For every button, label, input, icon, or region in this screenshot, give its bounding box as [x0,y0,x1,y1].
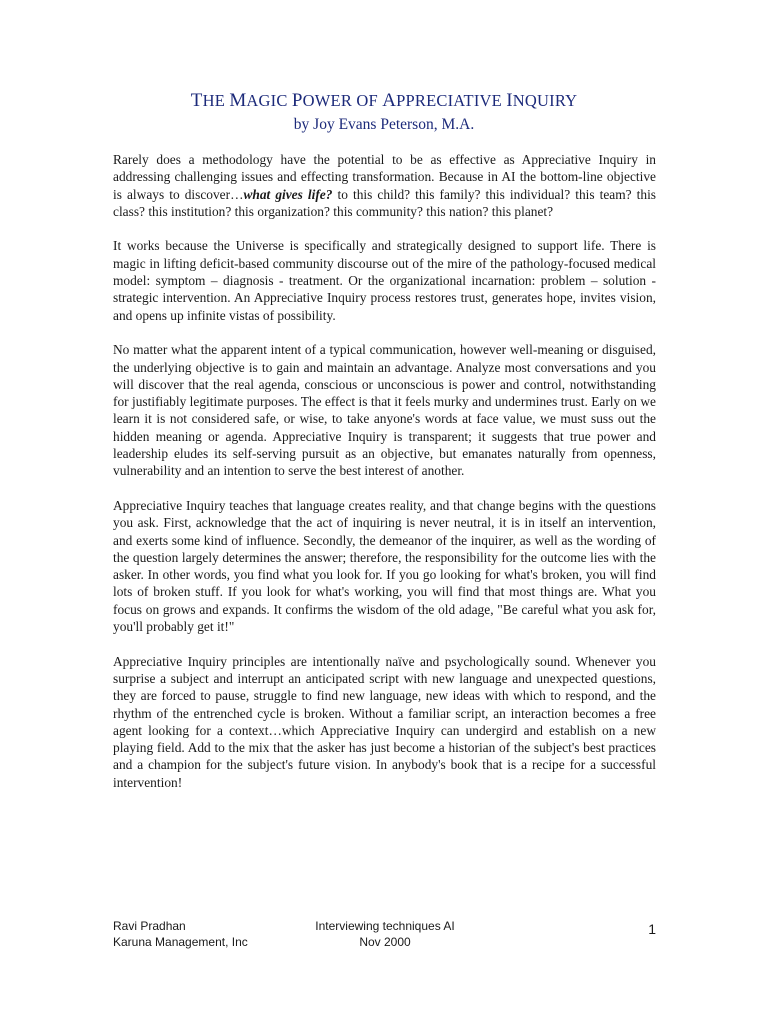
footer-topic: Interviewing techniques AI [315,919,455,933]
paragraph-3: No matter what the apparent intent of a typical communication, however well-meaning or disguised, the underlying objective is to gain and maintain an advantage. Analyze most conversations and you will discover that the real agenda, conscious or unconscious is power and control, notwithstanding for justifiably legitimate purposes. The effect is that it feels murky and undermines trust. Early on we learn it is not considered safe, or wise, to take anyone's words at face value, we must suss out the hidden meaning or agenda. Appreciative Inquiry is transparent; it suggests that true power and leadership eludes its self-serving pursuit as an objective, but emanates naturally from openness, vulnerability and an intention to serve the best interest of another. [113,342,656,479]
title-cap: P [291,90,303,111]
title-rest: OWER OF [302,91,383,110]
title-rest: PPRECIATIVE [396,91,507,110]
footer-company: Karuna Management, Inc [113,935,248,949]
document-byline: by Joy Evans Peterson, M.A. [293,116,475,133]
paragraph-1 [113,151,656,220]
title-rest: AGIC [246,91,292,110]
title-cap: M [229,90,247,111]
paragraph-2: It works because the Universe is specifically and strategically designed to support life. There is magic in lifting deficit-based community discourse out of the mire of the pathology-focused medical model: symptom – diagnosis - treatment. Or the organizational incarnation: problem – solution - strategic intervention. An Appreciative Inquiry process restores trust, generates hope, invites vision, and opens up infinite vistas of possibility. [113,238,656,323]
page-number: 1 [648,921,656,937]
document-title [0,91,768,111]
title-cap: I [506,90,513,111]
footer-topic-block [300,918,470,950]
paragraph-1-emphasis: what gives life? [243,186,333,202]
paragraph-4: Appreciative Inquiry teaches that language creates reality, and that change begins with the questions you ask. First, acknowledge that the act of inquiring is never neutral, it is in itself an intervention, and exerts some kind of influence. Secondly, the demeanor of the inquirer, as well as the wording of the question largely determines the answer; therefore, the responsibility for the outcome lies with the asker. In other words, you find what you look for. If you go looking for what's broken, you will find lots of broken stuff. If you look for what's working, you will find that most things are. What you focus on grows and expands. It confirms the wisdom of the old adage, "Be careful what you ask for, you'll probably get it!" [113,497,656,635]
document-body [113,151,656,808]
title-cap: T [190,90,203,111]
title-cap: A [382,90,397,111]
footer-author-block [113,918,248,950]
title-rest: NQUIRY [512,91,578,110]
footer-author: Ravi Pradhan [113,919,186,933]
paragraph-1-text-end: to this child? this family? this individual? this team? this class? this institution? this organization? this community? this nation? this planet? [113,186,656,219]
paragraph-1-text: Rarely does a methodology have the potential to be as effective as Appreciative Inquiry in addressing challenging issues and effecting transformation. Because in AI the bottom-line objective is always to discover… [113,152,656,202]
paragraph-5: Appreciative Inquiry principles are intentionally naïve and psychologically sound. Whenever you surprise a subject and interrupt an anticipated script with new language and unexpected questions, they are forced to pause, struggle to find new language, new ideas with which to respond, and the rhythm of the entrenched cycle is broken. Without a familiar script, an interaction becomes a free agent looking for a context…which Appreciative Inquiry can undergird and establish on a new playing field. Add to the mix that the asker has just become a historian of the subject's best practices and a champion for the subject's future vision. In anybody's book that is a recipe for a successful intervention! [113,653,656,790]
title-rest: HE [202,91,230,110]
footer-date: Nov 2000 [359,935,411,949]
